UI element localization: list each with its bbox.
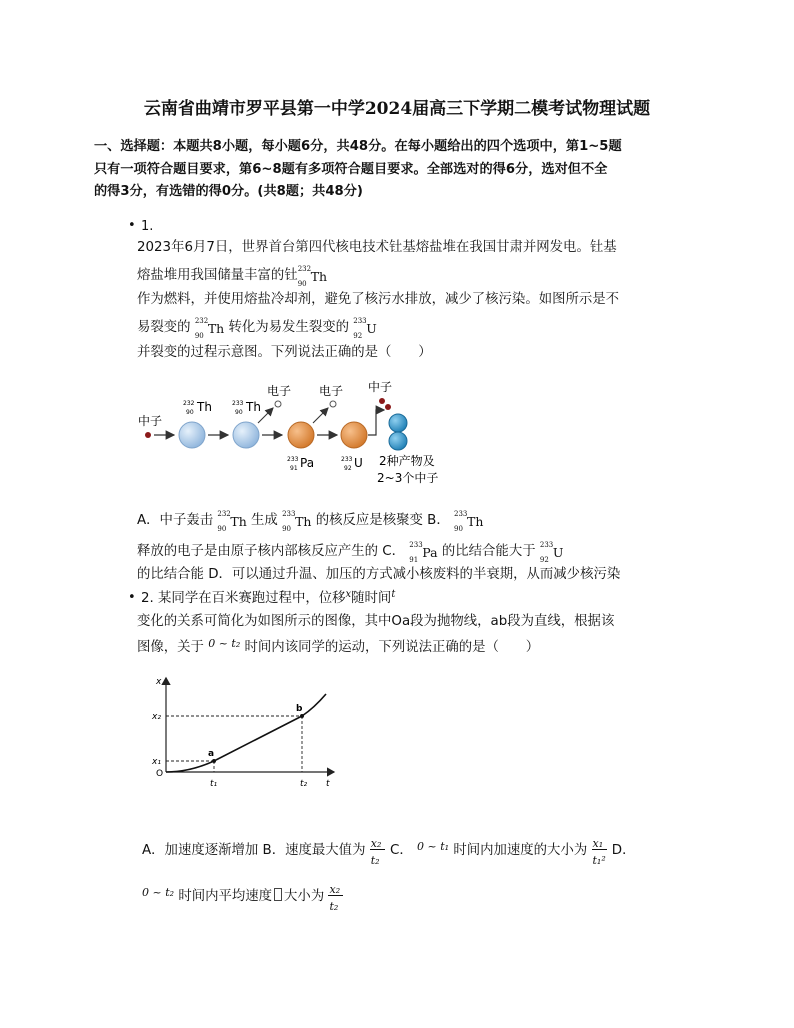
placeholder-box-icon	[274, 888, 282, 901]
nuclide-u233-b: 233 92 U	[539, 541, 564, 564]
x-axis-label: x	[156, 677, 162, 687]
q2-line-3	[137, 636, 539, 660]
electron-arrow-2	[313, 408, 328, 423]
nuclide-u233: 233 92 U	[353, 317, 377, 340]
nuclide-th232-b: 232 90 Th	[194, 317, 225, 340]
bullet-icon-2: •	[128, 590, 136, 605]
q2-var-x: x	[345, 589, 352, 600]
q2-line-1b: 随时间	[351, 591, 392, 606]
q1-line-1: 2023年6月7日，世界首台第四代核电技术钍基熔盐堆在我国甘肃并网发电。钍基	[137, 240, 617, 255]
instructions-line-2: 只有一项符合题目要求，第6~8题有多项符合题目要求。全部选对的得6分，选对但不全	[94, 161, 608, 177]
q1-optA-mid: 生成	[251, 513, 278, 528]
curve-oa	[166, 761, 214, 772]
q1-optA-post: 的核反应是核聚变 B．	[315, 513, 450, 528]
neutron-label: 中子	[138, 414, 163, 428]
q2-opt-c-text: 时间内加速度的大小为	[453, 843, 588, 858]
frac-x2-over-t2: x₂ t₂	[370, 834, 386, 866]
q2-line-2: 变化的关系可简化为如图所示的图像，其中Oa段为抛物线，ab段为直线，根据该	[137, 614, 615, 629]
xt-graph	[146, 672, 346, 792]
t1-label: t₁	[210, 779, 218, 789]
section-instructions	[94, 136, 704, 204]
q2-opt-d-text: 时间内平均速度	[178, 889, 273, 904]
products-label-2: 2~3个中子	[377, 471, 439, 485]
u233-ball	[341, 422, 367, 448]
electron-dot-2	[330, 401, 336, 407]
product-ball-1	[389, 414, 407, 432]
q2-range-t2: 0 ~ t₂	[142, 886, 175, 899]
q1-line-7: 释放的电子是由原子核内部核反应产生的 C．	[137, 544, 406, 559]
q2-opt-d: D．	[611, 843, 636, 858]
q1-line-4	[137, 316, 377, 342]
q1-optA-pre: A．中子轰击	[137, 513, 214, 528]
th233-sym: Th	[246, 400, 261, 414]
arrow-5	[368, 410, 384, 435]
q2-var-t: t	[391, 589, 396, 600]
u233-z: 92	[344, 465, 352, 472]
frac-x1-over-t1sq: x₁ t₁²	[592, 837, 606, 867]
th232-mass: 232	[183, 400, 195, 407]
nuclide-th233-b: 233 90 Th	[453, 510, 484, 533]
line-ab	[214, 716, 302, 761]
products-label-1: 2种产物及	[379, 454, 435, 468]
point-a-label: a	[208, 749, 215, 759]
q1-options-line-3: 的比结合能 D．可以通过升温、加压的方式减小核废料的半衰期，从而减少核污染	[137, 567, 621, 582]
q1-line-2-text: 熔盐堆用我国储量丰富的钍	[137, 268, 298, 283]
point-b	[300, 714, 304, 718]
q1-line-2	[137, 264, 327, 290]
q2-range-t1: 0 ~ t₁	[417, 840, 450, 853]
th233-mass: 233	[232, 400, 244, 407]
nuclide-th232: 232 90 Th	[297, 265, 328, 288]
q1-line-4b: 转化为易发生裂变的	[228, 320, 349, 335]
q1-line-3: 作为燃料，并使用熔盐冷却剂，避免了核污水排放，减少了核污染。如图所示是不	[137, 292, 620, 307]
electron-label-1: 电子	[267, 384, 292, 398]
u233-sym: U	[354, 456, 363, 470]
page-title: 云南省曲靖市罗平县第一中学2024届高三下学期二模考试物理试题	[143, 99, 651, 119]
q2-line-3a: 图像，关于	[137, 640, 204, 655]
q1-options-line-1	[137, 509, 483, 535]
neutron-dot-2	[379, 398, 385, 404]
q2-opt-d-text-b: 大小为	[284, 889, 325, 904]
q1-line-4a: 易裂变的	[137, 320, 191, 335]
neutron-label-2: 中子	[368, 380, 393, 394]
x2-label: x₂	[152, 712, 161, 722]
electron-label-2: 电子	[319, 384, 344, 398]
q2-line-1	[141, 587, 395, 612]
x1-label: x₁	[152, 757, 161, 767]
q1-line-5: 并裂变的过程示意图。下列说法正确的是（ ）	[137, 345, 432, 360]
q1-number: 1.	[141, 219, 154, 234]
t-axis-label: t	[326, 779, 330, 789]
u233-mass: 233	[341, 456, 353, 463]
nuclide-th232-c: 232 90 Th	[217, 510, 247, 533]
product-ball-2	[389, 432, 407, 450]
pa233-z: 91	[290, 465, 298, 472]
q1-line-7-mid: 的比结合能大于	[441, 544, 536, 559]
th233-z: 90	[235, 409, 243, 416]
neutron-dot	[145, 432, 151, 438]
q2-range: 0 ~ t₂	[208, 637, 241, 650]
neutron-dot-3	[385, 404, 391, 410]
pa233-mass: 233	[287, 456, 299, 463]
instructions-line-3: 的得3分，有选错的得0分。(共8题；共48分)	[94, 184, 363, 199]
t2-label: t₂	[300, 779, 308, 789]
pa233-ball	[288, 422, 314, 448]
frac-x2-over-t2-b: x₂ t₂	[328, 880, 344, 912]
q2-opt-a-b: A．加速度逐渐增加 B．速度最大值为	[142, 843, 366, 858]
q2-options-line-1	[142, 834, 635, 866]
q2-opt-c: C．	[390, 843, 413, 858]
q2-line-1a: 某同学在百米赛跑过程中，位移	[158, 591, 346, 606]
nuclide-th233: 233 90 Th	[282, 510, 312, 533]
nuclide-pa233: 233 91 Pa	[409, 541, 438, 564]
pa233-sym: Pa	[300, 456, 315, 470]
curve-after-b	[302, 694, 326, 716]
th232-sym: Th	[197, 400, 212, 414]
th233-ball	[233, 422, 259, 448]
fission-diagram	[136, 378, 476, 493]
electron-dot-1	[275, 401, 281, 407]
q2-options-line-2	[142, 880, 344, 912]
th232-ball	[179, 422, 205, 448]
point-a	[212, 759, 216, 763]
instructions-line-1: 一、选择题：本题共8小题，每小题6分，共48分。在每小题给出的四个选项中，第1~5题	[94, 139, 622, 154]
th232-z: 90	[186, 409, 194, 416]
q2-line-3b: 时间内该同学的运动，下列说法正确的是（ ）	[244, 640, 540, 655]
bullet-icon: •	[128, 218, 136, 233]
point-b-label: b	[296, 704, 303, 714]
q2-number: 2.	[141, 591, 154, 606]
origin-label: O	[156, 769, 164, 779]
